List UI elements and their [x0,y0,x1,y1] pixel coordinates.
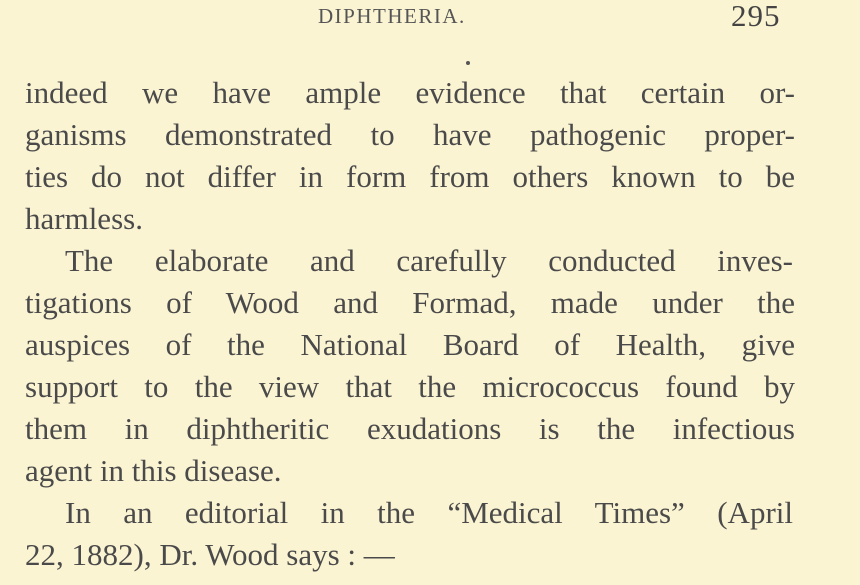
text-line-8: support to the view that the micrococcus found by [25,369,795,404]
text-line-3: ties do not differ in form from others known to be [25,159,795,194]
text-line-2: ganisms demonstrated to have pathogenic proper- [25,117,795,152]
text-line-9: them in diphtheritic exudations is the infectious [25,411,795,446]
text-line-7: auspices of the National Board of Health, give [25,327,795,362]
text-line-6: tigations of Wood and Formad, made under the [25,285,795,320]
text-line-10: agent in this disease. [25,453,282,488]
page-number: 295 [731,0,781,33]
running-title: DIPHTHERIA. [318,4,466,28]
printing-dot [466,61,470,65]
text-line-12: 22, 1882), Dr. Wood says : — [25,537,395,572]
text-line-11: In an editorial in the “Medical Times” (April [65,495,793,530]
text-line-1: indeed we have ample evidence that certain or- [25,75,795,110]
text-line-5: The elaborate and carefully conducted inves- [65,243,793,278]
text-line-4: harmless. [25,201,143,236]
